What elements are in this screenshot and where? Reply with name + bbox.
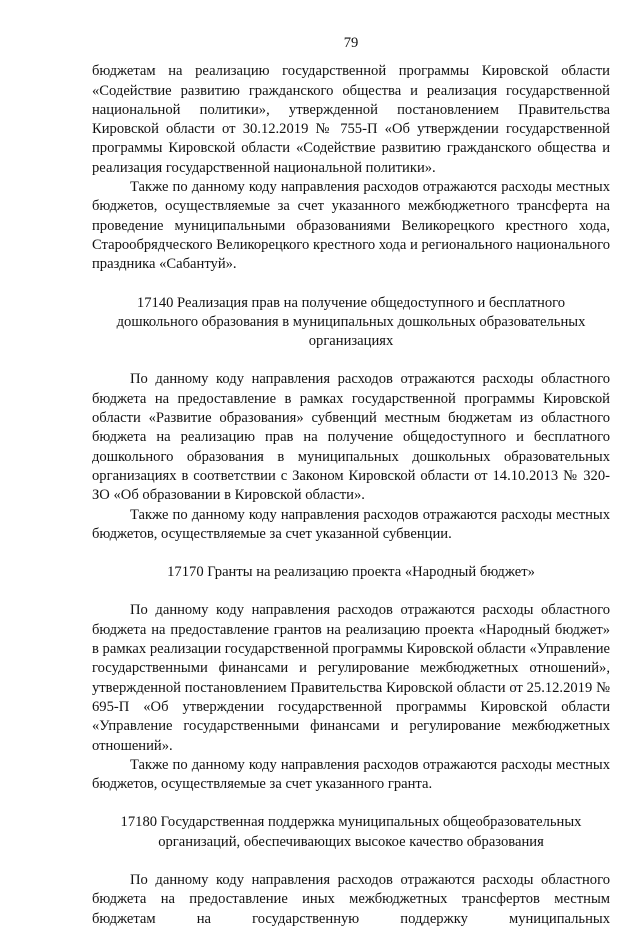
paragraph-17140-local: Также по данному коду направления расходов отражаются расходы местных бюджетов, осуществляемые за счет указанной субвенции.	[92, 506, 610, 542]
paragraph-sabantuy: Также по данному коду направления расходов отражаются расходы местных бюджетов, осуществляемые за счет указанного межбюджетного трансферта на проведение муниципальными образованиями Великорецкого крестного хода, Старообрядческого Великорецкого крестного хода и регионального национального праздника «Сабантуй».	[92, 179, 610, 273]
heading-line: организациях	[308, 333, 394, 350]
section-heading-17170	[92, 563, 610, 582]
paragraph-17180-main: По данному коду направления расходов отражаются расходы областного бюджета на предоставление иных межбюджетных трансфертов местным бюджетам на государственную поддержку муниципальных	[92, 871, 610, 927]
paragraph-17140-main: По данному коду направления расходов отражаются расходы областного бюджета на предоставление в рамках государственной программы Кировской области «Развитие образования» субвенций местным бюджетам из областного бюджета на реализацию прав на получение общедоступного и бесплатного дошкольного образования в муниципальных дошкольных образовательных организациях в соответствии с Законом Кировской области от 14.10.2013 № 320-ЗО «Об образовании в Кировской области».	[92, 371, 610, 504]
document-page	[92, 34, 610, 929]
heading-line: организаций, обеспечивающих высокое качество образования	[158, 833, 544, 850]
paragraph-17170-local: Также по данному коду направления расходов отражаются расходы местных бюджетов, осуществляемые за счет указанного гранта.	[92, 756, 610, 793]
section-heading-17180	[92, 813, 610, 852]
page-number: 79	[343, 35, 359, 51]
heading-line: 17170 Гранты на реализацию проекта «Народный бюджет»	[167, 564, 535, 581]
paragraph-17170-main: По данному коду направления расходов отражаются расходы областного бюджета на предоставление грантов на реализацию проекта «Народный бюджет» в рамках реализации государственной программы Кировской области «Управление государственными финансами и регулирование межбюджетных отношений», утвержденной постановлением Правительства Кировской области от 25.12.2019 № 695-П «Об утверждении государственной программы Кировской области «Управление государственными финансами и регулирование межбюджетных отношений».	[92, 602, 610, 754]
heading-line: дошкольного образования в муниципальных дошкольных образовательных	[116, 313, 586, 330]
paragraph-continuation: бюджетам на реализацию государственной программы Кировской области «Содействие развитию гражданского общества и реализация государственной национальной политики», утвержденной постановлением Правительства Кировской области от 30.12.2019 № 755-П «Об утверждении государственной программы Кировской области «Содействие развитию гражданского общества и реализация государственной национальной политики».	[92, 63, 610, 176]
heading-line: 17140 Реализация прав на получение общедоступного и бесплатного	[136, 294, 566, 311]
section-heading-17140	[92, 294, 610, 352]
heading-line: 17180 Государственная поддержка муниципальных общеобразовательных	[120, 814, 582, 831]
